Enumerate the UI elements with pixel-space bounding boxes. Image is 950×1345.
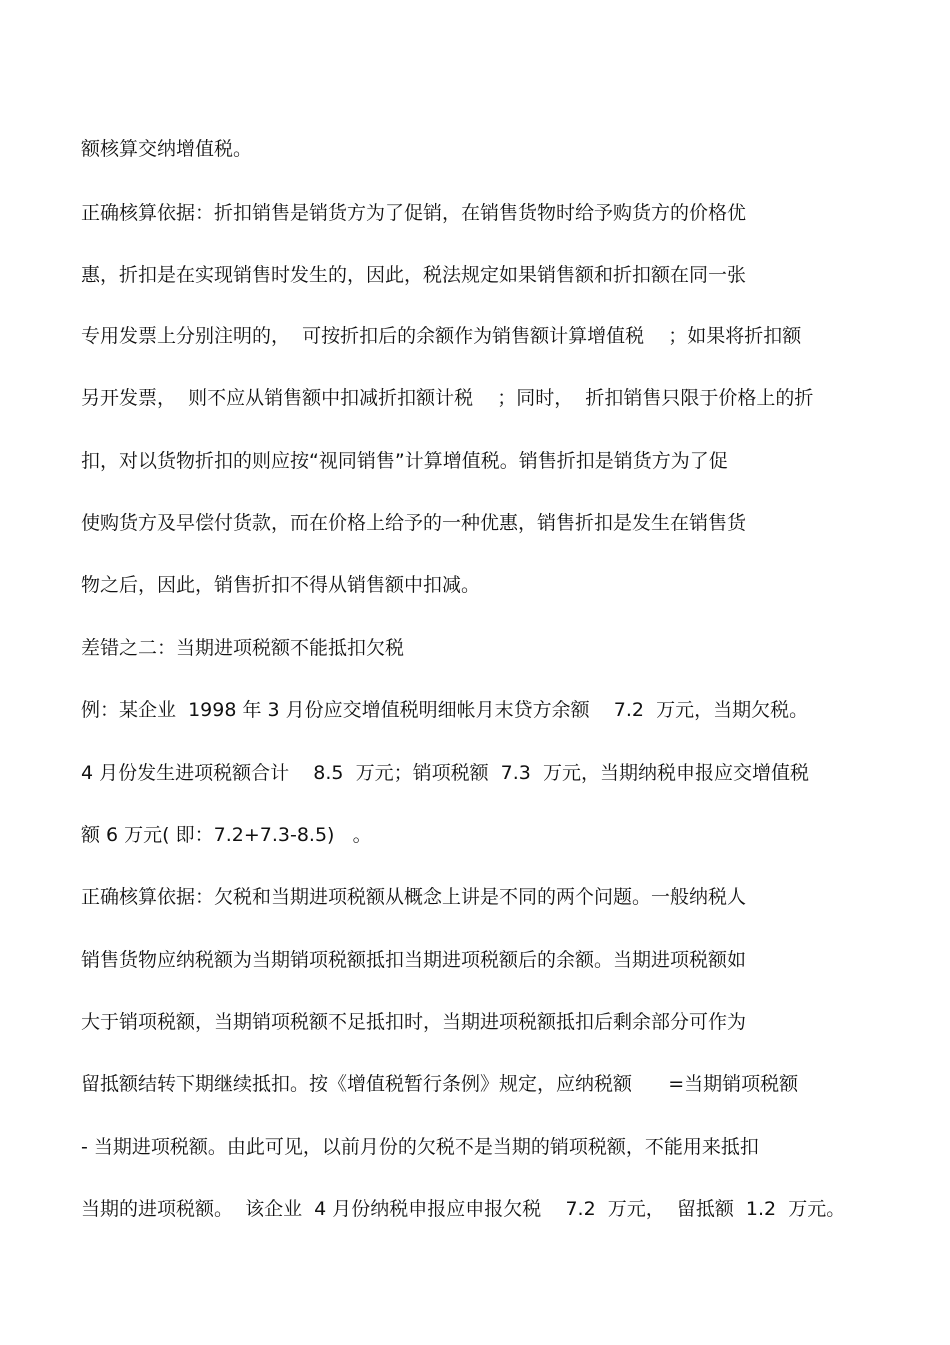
text-line: 另开发票， 则不应从销售额中扣减折扣额计税 ；同时， 折扣销售只限于价格上的折 (81, 387, 814, 409)
text-line: 当期的进项税额。 该企业 4 月份纳税申报应申报欠税 7.2 万元， 留抵额 1.2 万元。 (81, 1198, 846, 1220)
section-heading: 差错之二：当期进项税额不能抵扣欠税 (81, 637, 405, 659)
text-line: 扣，对以货物折扣的则应按“视同销售”计算增值税。销售折扣是销货方为了促 (81, 450, 728, 472)
text-line: 惠，折扣是在实现销售时发生的，因此，税法规定如果销售额和折扣额在同一张 (81, 264, 747, 286)
text-line: 留抵额结转下期继续抵扣。按《增值税暂行条例》规定，应纳税额 =当期销项税额 (81, 1073, 799, 1095)
text-line: 额核算交纳增值税。 (81, 138, 253, 160)
text-line: - 当期进项税额。由此可见，以前月份的欠税不是当期的销项税额，不能用来抵扣 (81, 1136, 759, 1158)
text-line: 使购货方及早偿付货款，而在价格上给予的一种优惠，销售折扣是发生在销售货 (81, 512, 747, 534)
text-line: 例：某企业 1998 年 3 月份应交增值税明细帐月末贷方余额 7.2 万元，当期欠税。 (81, 699, 809, 721)
text-line: 销售货物应纳税额为当期销项税额抵扣当期进项税额后的余额。当期进项税额如 (81, 949, 747, 971)
text-line: 专用发票上分别注明的， 可按折扣后的余额作为销售额计算增值税 ；如果将折扣额 (81, 325, 802, 347)
text-line: 物之后，因此，销售折扣不得从销售额中扣减。 (81, 574, 481, 596)
text-line: 4 月份发生进项税额合计 8.5 万元；销项税额 7.3 万元，当期纳税申报应交增值税 (81, 762, 809, 784)
text-line: 大于销项税额，当期销项税额不足抵扣时，当期进项税额抵扣后剩余部分可作为 (81, 1011, 747, 1033)
text-line: 正确核算依据：折扣销售是销货方为了促销，在销售货物时给予购货方的价格优 (81, 202, 747, 224)
text-line: 正确核算依据：欠税和当期进项税额从概念上讲是不同的两个问题。一般纳税人 (81, 886, 747, 908)
text-line: 额 6 万元( 即：7.2+7.3-8.5) 。 (81, 824, 372, 846)
